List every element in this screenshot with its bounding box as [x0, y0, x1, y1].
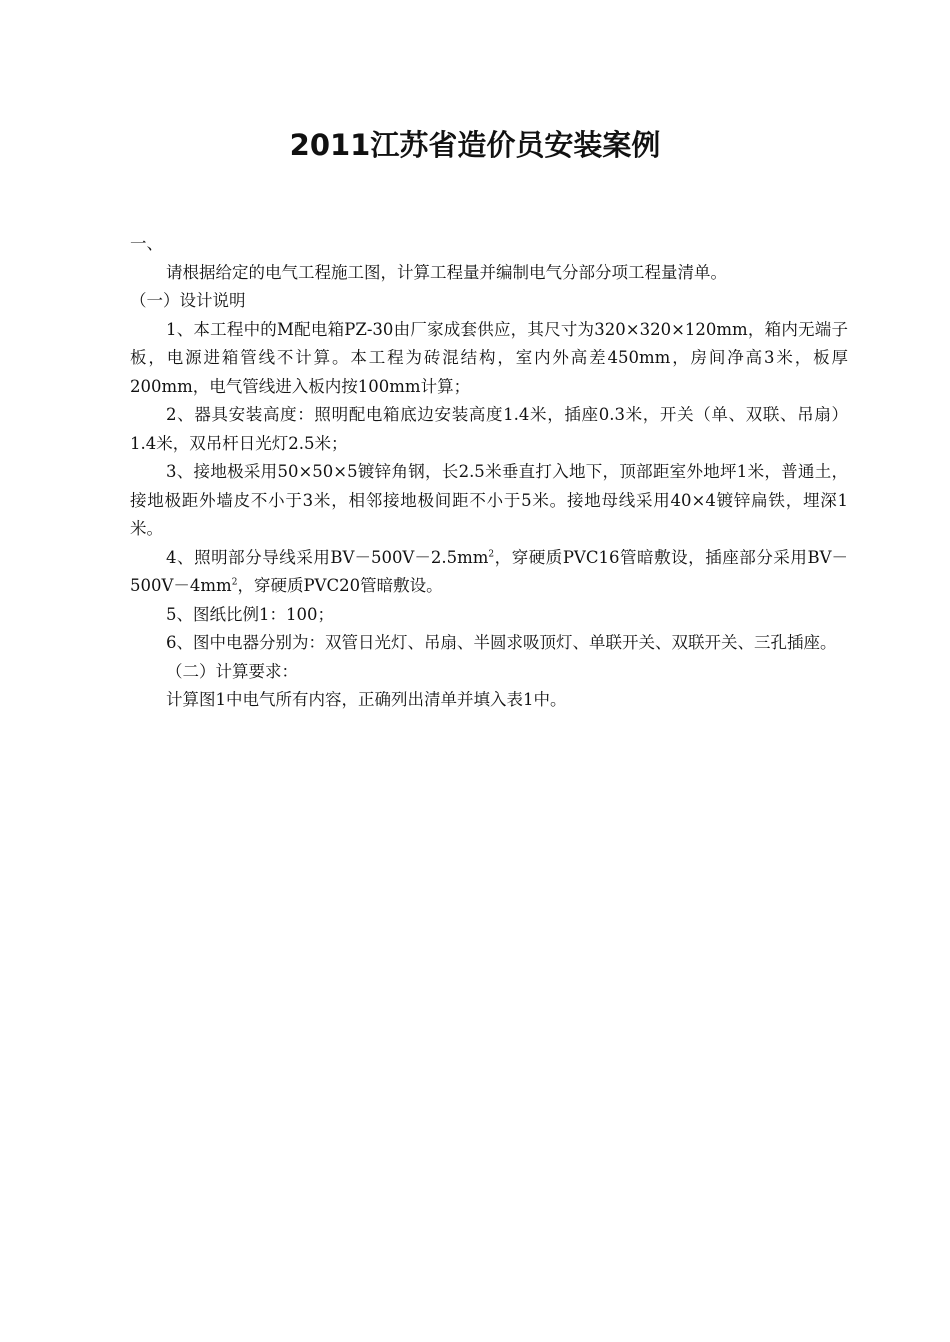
design-note-4-part-b: ，穿硬质PVC16管暗敷设，插座部分采用BV－500V－4mm [130, 547, 848, 595]
document-title: 2011江苏省造价员安装案例 [289, 128, 661, 162]
design-note-6: 6、图中电器分别为：双管日光灯、吊扇、半圆求吸顶灯、单联开关、双联开关、三孔插座。 [166, 633, 837, 652]
intro-paragraph: 请根据给定的电气工程施工图，计算工程量并编制电气分部分项工程量清单。 [166, 262, 727, 282]
design-note-4-part-c: ，穿硬质PVC20管暗敷设。 [237, 576, 443, 595]
design-note-4 [130, 544, 848, 601]
superscript-2b: 2 [231, 577, 238, 588]
calc-requirements-heading: （二）计算要求： [166, 661, 298, 681]
section-one-heading: 一、 [130, 234, 163, 253]
document-body [130, 230, 848, 715]
design-note-2: 2、器具安装高度：照明配电箱底边安装高度1.4米，插座0.3米，开关（单、双联、吊扇）1.4米，双吊杆日光灯2.5米； [130, 405, 848, 453]
calc-requirement-text: 计算图1中电气所有内容，正确列出清单并填入表1中。 [166, 690, 567, 709]
design-note-5: 5、图纸比例1：100； [166, 604, 334, 624]
design-note-3: 3、接地极采用50×50×5镀锌角钢，长2.5米垂直打入地下，顶部距室外地坪1米，普通土，接地极距外墙皮不小于3米，相邻接地极间距不小于5米。接地母线采用40×4镀锌扁铁，埋深1米。 [130, 462, 848, 538]
design-note-1: 1、本工程中的M配电箱PZ-30由厂家成套供应，其尺寸为320×320×120mm，箱内无端子板，电源进箱管线不计算。本工程为砖混结构，室内外高差450mm，房间净高3米，板厚200mm，电气管线进入板内按100mm计算； [130, 319, 848, 396]
superscript-2a: 2 [488, 549, 495, 559]
design-notes-heading: （一）设计说明 [130, 291, 246, 310]
design-note-4-part-a: 4、照明部分导线采用BV－500V－2.5mm [166, 547, 489, 567]
